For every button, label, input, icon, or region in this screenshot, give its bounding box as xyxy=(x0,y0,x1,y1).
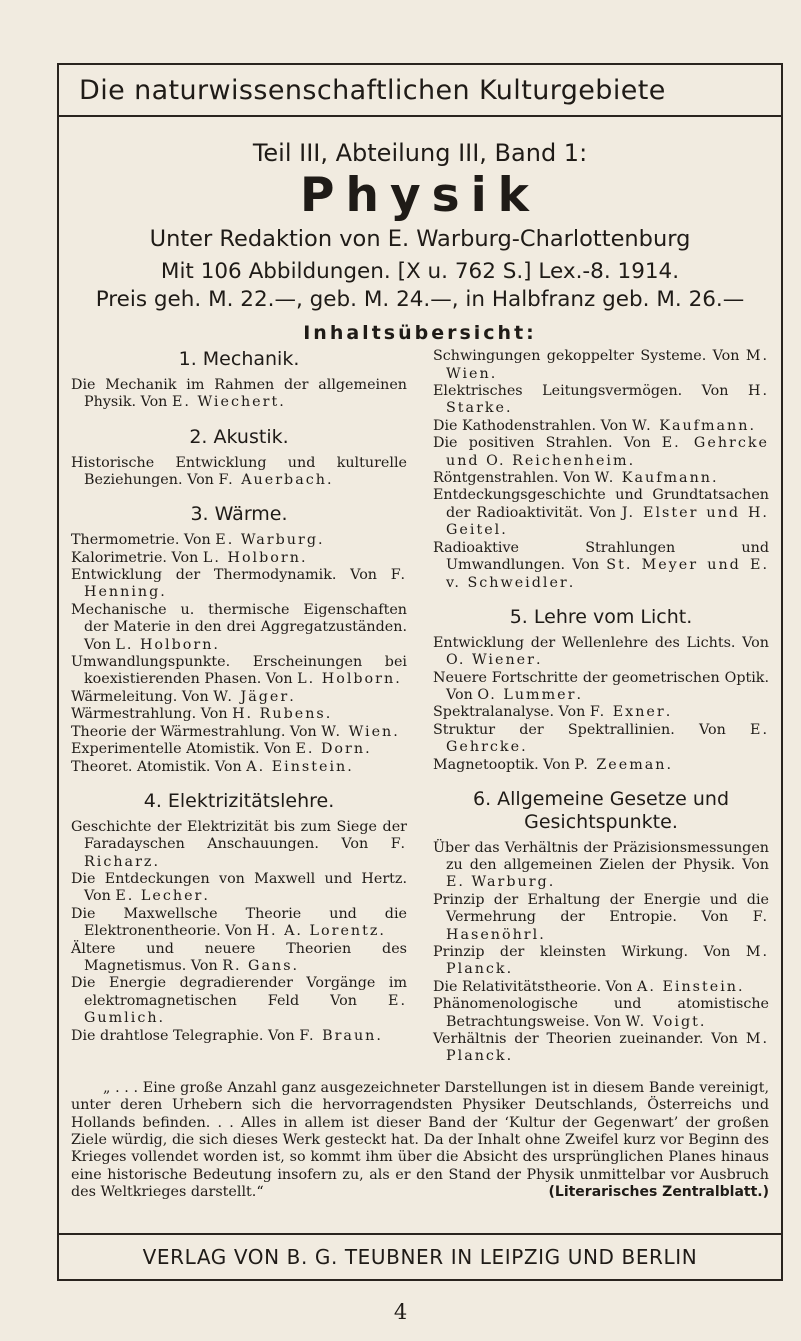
entry-tail: . xyxy=(521,739,526,756)
entry-tail: . xyxy=(506,400,511,417)
entry-title: Theoret. Atomistik. Von xyxy=(71,758,247,775)
entry-author: E. Gehrcke xyxy=(446,721,769,756)
toc-entry xyxy=(433,996,769,1031)
content xyxy=(59,117,781,1202)
toc-entry xyxy=(433,487,769,539)
entry-author: E. Wiechert xyxy=(171,394,280,411)
entry-title: Theorie der Wärmestrahlung. Von xyxy=(71,723,322,740)
entry-tail: . xyxy=(153,853,158,870)
entry-author: F. Henning xyxy=(84,567,407,601)
review-quote xyxy=(71,1080,769,1202)
toc-right-column xyxy=(433,348,769,1066)
toc-entry xyxy=(433,979,769,996)
entry-title: Wärmeleitung. Von xyxy=(71,688,214,705)
entry-title: Die Kathodenstrahlen. Von xyxy=(433,417,632,434)
entry-tail: . xyxy=(539,926,544,943)
entry-author: H. Rubens xyxy=(232,706,326,723)
entry-author: E. Dorn xyxy=(295,741,366,758)
toc-entry xyxy=(433,670,769,705)
entry-title: Ältere und neuere Theorien des Magnetismus. Von xyxy=(71,940,407,974)
toc-entry xyxy=(433,418,769,435)
entry-title: Phänomenologische und atomistische Betrachtungsweise. Von xyxy=(433,996,769,1030)
entry-author: W. Kaufmann xyxy=(594,470,712,487)
entry-author: E. Gumlich xyxy=(84,992,407,1027)
entry-author: E. Warburg xyxy=(446,874,549,891)
entry-author: F. Richarz xyxy=(84,836,407,870)
entry-author: O. Wiener xyxy=(446,652,536,669)
entry-author: E. Gehrcke und O. Reichenheim xyxy=(446,435,769,469)
entry-tail: . xyxy=(568,574,574,591)
publication-line-1: Mit 106 Abbildungen. [X u. 762 S.] Lex.-8. 1914. xyxy=(160,259,680,285)
toc-entry xyxy=(71,654,407,689)
entry-title: Röntgenstrahlen. Von xyxy=(433,470,595,487)
entry-author: J. Elster und H. Geitel xyxy=(446,504,769,539)
entry-tail: . xyxy=(213,636,218,653)
main-title: Physik xyxy=(300,168,540,223)
entry-author: P. Zeeman xyxy=(574,756,667,773)
toc-entry xyxy=(71,906,407,941)
entry-title: Thermometrie. Von xyxy=(71,532,216,549)
entry-author: F. Auerbach xyxy=(218,472,327,489)
toc-entry xyxy=(71,706,407,723)
entry-tail: . xyxy=(203,888,208,905)
entry-tail: . xyxy=(749,417,755,434)
entry-tail: . xyxy=(506,1048,512,1065)
entry-tail: . xyxy=(325,706,331,723)
entry-author: L. Holborn xyxy=(297,671,396,688)
entry-author: O. Lummer xyxy=(477,686,577,703)
editor-line: Unter Redaktion von E. Warburg-Charlottenburg xyxy=(149,226,691,253)
entry-title: Die Mechanik im Rahmen der allgemeinen Physik. Von xyxy=(71,377,407,411)
entry-title: Magnetooptik. Von xyxy=(433,756,575,773)
entry-author: A. Einstein xyxy=(246,758,348,775)
entry-title: Umwandlungspunkte. Erscheinungen bei koexistierenden Phasen. Von xyxy=(71,654,407,688)
entry-tail: . xyxy=(501,522,506,539)
entry-tail: . xyxy=(289,688,294,705)
entry-tail: . xyxy=(628,452,634,469)
toc-entry xyxy=(71,602,407,654)
toc-left-column xyxy=(71,348,407,1066)
toc-entry xyxy=(71,975,407,1027)
publisher-imprint: VERLAG VON B. G. TEUBNER IN LEIPZIG UND BERLIN xyxy=(59,1233,781,1279)
entry-tail: . xyxy=(317,532,323,549)
entry-title: Verhältnis der Theorien zueinander. Von xyxy=(433,1031,746,1048)
toc-entry xyxy=(71,724,407,741)
entry-title: Entwicklung der Wellenlehre des Lichts. Von xyxy=(433,634,769,651)
toc-heading: Inhaltsübersicht: xyxy=(303,322,537,345)
entry-author: M. Planck xyxy=(446,943,769,978)
entry-tail: . xyxy=(665,704,671,721)
entry-tail: . xyxy=(666,756,672,773)
entry-author: W. Jäger xyxy=(213,688,290,705)
quote-source: (Literarisches Zentralblatt.) xyxy=(548,1184,769,1201)
entry-author: W. Kaufmann xyxy=(631,417,750,434)
page-number: 4 xyxy=(393,1300,408,1324)
entry-title: Prinzip der kleinsten Wirkung. Von xyxy=(433,943,746,960)
entry-title: Die Entdeckungen von Maxwell und Hertz. Von xyxy=(71,870,407,905)
entry-author: E. Lecher xyxy=(115,888,204,905)
entry-title: Radioaktive Strahlungen und Umwandlungen. Von xyxy=(433,539,769,574)
price-line: Preis geh. M. 22.—, geb. M. 24.—, in Halbfranz geb. M. 26.— xyxy=(95,287,745,313)
toc-entry xyxy=(71,941,407,976)
entry-tail: . xyxy=(699,1013,705,1030)
entry-title: Mechanische u. thermische Eigenschaften der Materie in den drei Aggregatzuständen. Von xyxy=(71,601,407,653)
entry-title: Entwicklung der Thermodynamik. Von xyxy=(71,567,391,584)
toc-entry xyxy=(433,722,769,757)
entry-tail: . xyxy=(506,961,512,978)
entry-title: Historische Entwicklung und kulturelle Beziehungen. Von xyxy=(71,454,407,489)
entry-author: H. Starke xyxy=(446,383,769,417)
entry-title: Struktur der Spektrallinien. Von xyxy=(433,721,751,738)
toc-entry xyxy=(433,944,769,979)
section-heading: 1. Mechanik. xyxy=(178,348,300,371)
entry-author: L. Holborn xyxy=(115,636,214,653)
toc-entry xyxy=(71,377,407,412)
entry-author: R. Gans xyxy=(222,957,293,974)
page-frame xyxy=(57,63,783,1281)
entry-title: Schwingungen gekoppelter Systeme. Von xyxy=(433,348,746,365)
entry-title: Kalorimetrie. Von xyxy=(71,549,203,566)
toc-entry xyxy=(71,532,407,549)
entry-author: F. Hasenöhrl xyxy=(446,909,769,943)
toc-entry xyxy=(433,470,769,487)
toc-entry xyxy=(433,704,769,721)
entry-tail: . xyxy=(347,758,352,775)
entry-author: L. Holborn xyxy=(202,549,301,566)
entry-title: Wärmestrahlung. Von xyxy=(71,706,233,723)
entry-tail: . xyxy=(490,365,496,382)
entry-tail: . xyxy=(395,671,400,688)
entry-tail: . xyxy=(300,549,306,566)
toc-entry xyxy=(71,550,407,567)
toc-entry xyxy=(71,741,407,758)
toc-entry xyxy=(433,383,769,418)
entry-tail: . xyxy=(576,686,582,703)
section-heading: 2. Akustik. xyxy=(189,425,289,448)
quote-text: „ . . . Eine große Anzahl ganz ausgezeichneter Darstellungen ist in diesem Bande vereinigt, unter deren Urhebern sich die hervorragendsten Physiker Deutschlands, Österreichs und Hollands befinden. . . Alles in allem ist dieser Band der ‘Kultur der Gegenwart’ der großen Ziele würdig, die sich dieses Werk gesteckt hat. Da der Inhalt ohne Zweifel kurz vor Beginn des Krieges vollendet worden ist, so kommt ihm über die Absicht des ursprünglichen Planes hinaus eine historische Bedeutung insofern zu, als er den Stand der Physik unmittelbar vor Ausbruch des Weltkrieges darstellt.“ xyxy=(71,1079,769,1201)
entry-tail: . xyxy=(326,472,332,489)
toc-entry xyxy=(71,871,407,906)
entry-tail: . xyxy=(535,652,541,669)
toc-entry xyxy=(433,540,769,592)
toc-entry xyxy=(71,567,407,602)
toc-entry xyxy=(71,819,407,871)
entry-title: Neuere Fortschritte der geometrischen Optik. Von xyxy=(433,669,769,703)
entry-tail: . xyxy=(376,1027,381,1044)
entry-author: F. Braun xyxy=(299,1027,377,1044)
toc-entry xyxy=(433,840,769,892)
entry-title: Die drahtlose Telegraphie. Von xyxy=(71,1027,300,1044)
entry-author: W. Voigt xyxy=(625,1013,700,1030)
toc-entry xyxy=(433,1031,769,1066)
entry-title: Experimentelle Atomistik. Von xyxy=(71,741,296,758)
entry-author: M. Planck xyxy=(446,1031,769,1065)
entry-title: Die Maxwellsche Theorie und die Elektronentheorie. Von xyxy=(71,905,407,940)
toc-entry xyxy=(71,455,407,490)
entry-title: Die Energie degradierender Vorgänge im elektromagnetischen Feld Von xyxy=(71,975,407,1009)
entry-tail: . xyxy=(393,723,398,740)
entry-title: Spektralanalyse. Von xyxy=(433,704,590,721)
entry-author: St. Meyer und E. v. Schweidler xyxy=(446,557,769,591)
publication-details xyxy=(71,258,769,314)
entry-title: Prinzip der Erhaltung der Energie und die Vermehrung der Entropie. Von xyxy=(433,891,769,926)
entry-author: M. Wien xyxy=(446,348,769,382)
toc-entry xyxy=(433,435,769,470)
entry-author: E. Warburg xyxy=(215,532,318,549)
entry-author: W. Wien xyxy=(321,723,394,740)
entry-title: Geschichte der Elektrizität bis zum Siege der Faradayschen Anschauungen. Von xyxy=(71,818,407,853)
entry-title: Die positiven Strahlen. Von xyxy=(433,435,662,452)
entry-tail: . xyxy=(292,957,298,974)
entry-title: Über das Verhältnis der Präzisionsmessungen zu den allgemeinen Zielen der Physik. Von xyxy=(433,839,769,873)
entry-tail: . xyxy=(548,874,554,891)
entry-author: F. Exner xyxy=(589,704,666,721)
entry-author: A. Einstein xyxy=(637,978,738,995)
entry-tail: . xyxy=(279,394,284,411)
toc-entry xyxy=(433,348,769,383)
entry-tail: . xyxy=(379,923,384,940)
entry-tail: . xyxy=(160,584,165,601)
section-heading: 6. Allgemeine Gesetze und Gesichtspunkte. xyxy=(472,787,730,833)
toc-entry xyxy=(433,892,769,944)
toc-entry xyxy=(433,635,769,670)
section-heading: 4. Elektrizitätslehre. xyxy=(143,789,335,812)
entry-title: Elektrisches Leitungsvermögen. Von xyxy=(433,383,748,400)
section-heading: 3. Wärme. xyxy=(190,503,288,526)
series-title: Die naturwissenschaftlichen Kulturgebiete xyxy=(59,65,781,117)
entry-tail: . xyxy=(365,741,370,758)
entry-title: Entdeckungsgeschichte und Grundtatsachen der Radioaktivität. Von xyxy=(433,487,769,521)
entry-tail: . xyxy=(738,978,743,995)
section-heading: 5. Lehre vom Licht. xyxy=(509,605,693,628)
toc-entry xyxy=(71,689,407,706)
entry-tail: . xyxy=(711,470,717,487)
entry-tail: . xyxy=(158,1010,164,1027)
toc-columns xyxy=(71,348,769,1066)
entry-author: H. A. Lorentz xyxy=(256,923,380,940)
toc-entry xyxy=(433,757,769,774)
toc-entry xyxy=(71,759,407,776)
entry-title: Die Relativitätstheorie. Von xyxy=(433,978,638,995)
volume-line: Teil III, Abteilung III, Band 1: xyxy=(252,139,588,167)
toc-entry xyxy=(71,1028,407,1045)
